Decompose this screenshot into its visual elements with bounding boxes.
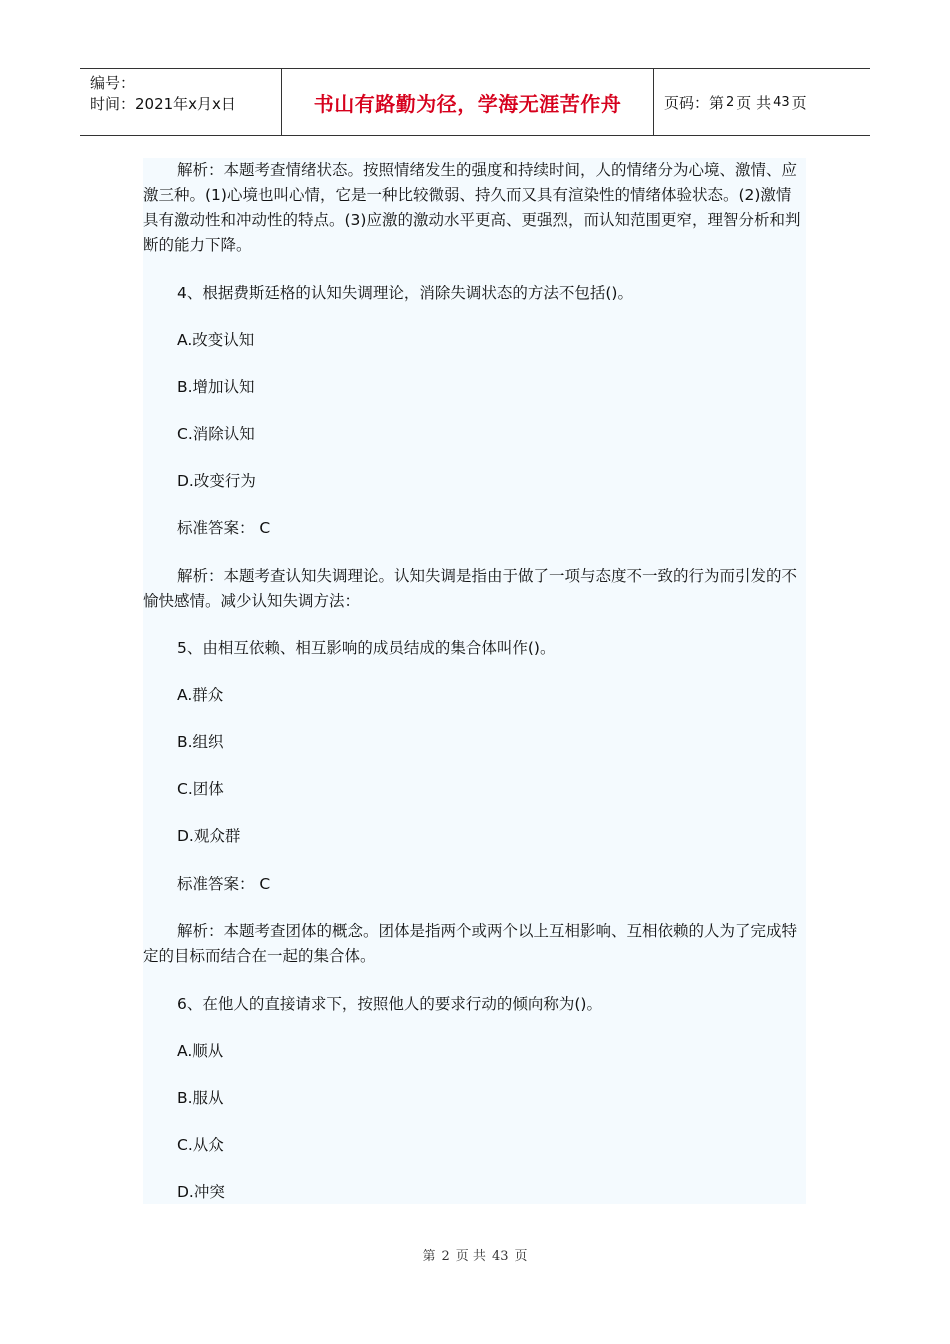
option-a: A.群众 [177, 686, 224, 704]
option-b: B.组织 [177, 733, 224, 751]
option-d: D.观众群 [177, 827, 241, 845]
option-c: C.从众 [177, 1136, 224, 1154]
page-current: 2 [726, 94, 735, 110]
footer-total: 43 [491, 1249, 509, 1264]
standard-answer: 标准答案： C [177, 519, 271, 537]
option-d: D.改变行为 [177, 472, 256, 490]
option-a: A.改变认知 [177, 331, 255, 349]
footer-current: 2 [441, 1249, 450, 1264]
question-6: 6、在他人的直接请求下，按照他人的要求行动的倾向称为()。 [177, 995, 602, 1013]
option-b: B.服从 [177, 1089, 224, 1107]
analysis-paragraph: 解析：本题考查认知失调理论。认知失调是指由于做了一项与态度不一致的行为而引发的不愉快感情。减少认知失调方法： [143, 567, 798, 610]
header-page-info [654, 69, 870, 135]
option-b: B.增加认知 [177, 378, 255, 396]
footer-prefix: 第 [422, 1249, 436, 1264]
question-5: 5、由相互依赖、相互影响的成员结成的集合体叫作()。 [177, 639, 556, 657]
page-suffix: 页 [791, 93, 807, 112]
analysis-paragraph: 解析：本题考查团体的概念。团体是指两个或两个以上互相影响、互相依赖的人为了完成特定的目标而结合在一起的集合体。 [143, 922, 798, 965]
page-mid: 页 共 [736, 93, 772, 112]
header-motto: 书山有路勤为径，学海无涯苦作舟 [282, 69, 654, 135]
option-c: C.团体 [177, 780, 224, 798]
footer-suffix: 页 [514, 1249, 528, 1264]
number-label: 编号： [90, 74, 136, 92]
page-footer [0, 1245, 950, 1264]
page-prefix: 页码：第 [664, 93, 725, 112]
standard-answer: 标准答案： C [177, 875, 271, 893]
header-meta [80, 69, 282, 135]
page-header [80, 68, 870, 136]
option-a: A.顺从 [177, 1042, 224, 1060]
option-c: C.消除认知 [177, 425, 255, 443]
page-total: 43 [773, 94, 790, 110]
footer-mid: 页 共 [455, 1249, 486, 1264]
option-d: D.冲突 [177, 1183, 225, 1201]
question-4: 4、根据费斯廷格的认知失调理论，消除失调状态的方法不包括()。 [177, 284, 633, 302]
analysis-paragraph: 解析：本题考查情绪状态。按照情绪发生的强度和持续时间，人的情绪分为心境、激情、应激三种。(1)心境也叫心情，它是一种比较微弱、持久而又具有渲染性的情绪体验状态。(2)激情具有激动性和冲动性的特点。(3)应激的激动水平更高、更强烈，而认知范围更窄，理智分析和判断的能力下降。 [143, 161, 801, 254]
time-label: 时间：2021年x月x日 [90, 95, 236, 113]
document-body [143, 158, 806, 1204]
